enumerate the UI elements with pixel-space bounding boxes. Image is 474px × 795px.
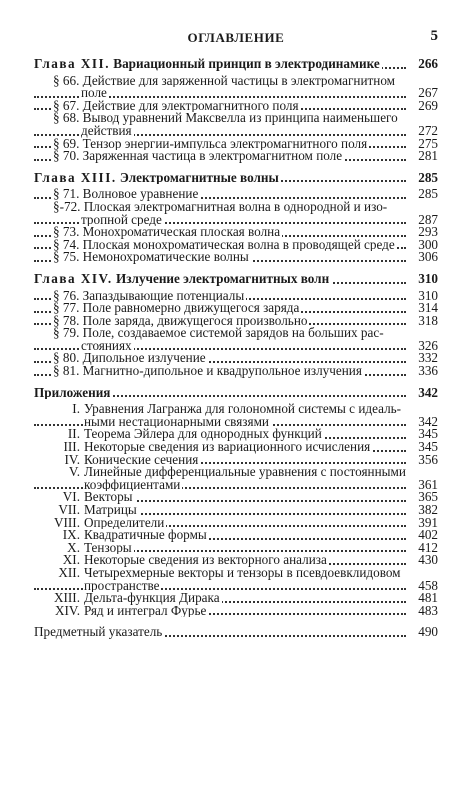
section-number: § 68. [53,112,80,125]
chapter-number: Глава XII. [34,58,110,71]
section-title: Действие для заряженной частицы в электромагнитном [82,74,396,88]
appendix-item-title: Квадратичные формы [84,529,207,542]
section-title: Поле равномерно движущегося заряда [82,302,300,315]
section-entry [34,112,438,125]
appendix-entry [34,441,438,454]
appendix-entry-text [34,403,403,416]
page-ref: 266 [407,58,438,71]
appendix-item-title: Дельта-функция Дирака [84,592,220,605]
appendix-entry-text [34,542,134,555]
appendix-number: VII. [58,504,80,517]
appendix-entry [34,517,438,530]
section-number: § 77. [53,302,80,315]
section-entry-text [53,112,400,125]
page-ref: 345 [407,428,438,441]
appendix-entry [34,554,438,567]
section-entry-text [53,352,208,365]
section-entry [34,188,438,201]
appendix-item-title: Определители [84,516,165,530]
appendix-item-title: Тензоры [84,541,132,555]
appendix-entry [34,454,438,467]
appendix-item-title: коэффициентами [84,478,181,492]
appendix-number: IX. [62,529,80,542]
appendix-entry [34,479,438,492]
page-ref: 490 [407,626,438,639]
section-entry [34,201,438,214]
section-entry-text [81,214,164,227]
page-ref: 287 [407,214,438,227]
section-number: § 74. [53,238,80,252]
section-entry-text [53,188,200,201]
appendix-entry-text [34,529,209,542]
section-title: Магнитно-дипольное и квадрупольное излучения [82,365,362,378]
page-ref: 285 [407,188,438,201]
appendix-entry-text [34,466,408,479]
section-title: Плоская электромагнитная волна в однородной и изо- [83,200,388,214]
appendix-heading-text [34,387,112,400]
section-entry [34,251,438,264]
section-entry-text [53,365,364,378]
section-entry [34,302,438,315]
section-title: Монохроматическая плоская волна [82,226,281,239]
appendix-item-title: пространстве [84,579,160,593]
chapter-heading-text [34,273,331,286]
section-title: Поле, создаваемое системой зарядов на больших рас- [82,327,384,340]
section-entry-text [53,239,397,252]
page-ref: 332 [407,352,438,365]
page-ref: 300 [407,239,438,252]
appendix-number: VIII. [54,516,80,530]
chapter-title: Вариационный принцип в электродинамике [113,58,380,71]
section-title: Тензор энергии-импульса электромагнитного поля [82,137,368,151]
appendix-item-title: Некоторые сведения из векторного анализа [84,554,327,567]
page-ref: 306 [407,251,438,264]
appendix-entry [34,428,438,441]
index-entry-text [34,626,164,639]
appendix-entry-text [34,605,208,618]
chapter-heading-text [34,58,382,71]
section-entry-text [53,302,301,315]
appendix-entry-text [34,592,222,605]
appendix-entry [34,605,438,618]
section-title: поле [81,87,107,100]
section-title: стояниях [81,339,132,353]
section-entry [34,87,438,100]
page-ref: 326 [407,340,438,353]
spacer [34,378,438,387]
section-entry [34,75,438,88]
section-entry-text [53,150,344,163]
page-ref: 314 [407,302,438,315]
appendix-number: III. [63,441,80,454]
section-entry-text [53,290,246,303]
page-ref: 275 [407,138,438,151]
page-ref: 391 [407,517,438,530]
appendix-entry-text [84,479,182,492]
page-ref: 342 [407,416,438,429]
appendix-item-title: Уравнения Лагранжа для голономной системы с идеаль- [84,403,402,416]
page-ref: 293 [407,226,438,239]
chapter-heading [34,172,438,185]
appendix-entry-text [34,491,135,504]
page-ref: 402 [407,529,438,542]
section-entry [34,100,438,113]
appendix-entry-text [34,428,324,441]
chapter-heading [34,273,438,286]
section-title: Заряженная частица в электромагнитном поле [82,150,343,163]
page-ref: 269 [407,100,438,113]
section-entry [34,150,438,163]
appendix-entry [34,403,438,416]
section-number: § 81. [53,365,80,378]
section-entry [34,315,438,328]
appendix-entry [34,491,438,504]
appendix-item-title: ными нестационарными связями [84,415,269,429]
appendix-entry [34,592,438,605]
section-entry [34,226,438,239]
section-title: Поле заряда, движущегося произвольно [82,314,308,328]
chapter-number: Глава XIV. [34,272,113,286]
page-ref: 342 [407,387,438,400]
chapter-heading [34,58,438,71]
page-ref: 365 [407,491,438,504]
section-number: § 66. [53,74,80,88]
page-ref: 345 [407,441,438,454]
appendix-heading [34,387,438,400]
appendix-title: Приложения [34,386,111,400]
table-of-contents [34,58,438,639]
index-title: Предметный указатель [34,626,163,639]
section-number: §-72. [53,200,81,214]
section-number: § 71. [53,188,80,201]
section-entry [34,239,438,252]
appendix-entry-text [34,454,200,467]
page-ref: 267 [407,87,438,100]
appendix-entry [34,466,438,479]
section-entry-text [53,100,301,113]
appendix-item-title: Векторы [84,491,133,504]
appendix-number: X. [67,541,80,555]
section-entry [34,340,438,353]
section-title: Вывод уравнений Максвелла из принципа наименьшего [82,112,398,125]
appendix-number: I. [72,403,80,416]
appendix-entry [34,580,438,593]
section-entry [34,365,438,378]
page-ref: 382 [407,504,438,517]
section-number: § 78. [53,314,80,328]
appendix-entry-text [34,554,329,567]
section-entry-text [81,125,134,138]
appendix-item-title: Линейные дифференциальные уравнения с постоянными [84,466,406,479]
section-number: § 70. [53,150,80,163]
appendix-number: XI. [62,554,80,567]
appendix-number: XIII. [54,592,80,605]
appendix-entry-text [34,517,166,530]
page-ref: 412 [407,542,438,555]
section-entry-text [53,251,251,264]
spacer [34,617,438,626]
page-number: 5 [430,28,438,44]
section-entry [34,125,438,138]
page-ref: 361 [407,479,438,492]
section-number: § 76. [53,289,80,303]
section-number: § 67. [53,99,80,113]
page-ref: 458 [407,580,438,593]
appendix-entry [34,416,438,429]
section-entry-text [81,87,109,100]
section-entry [34,327,438,340]
index-entry [34,626,438,639]
section-entry-text [53,315,309,328]
page-ref: 430 [407,554,438,567]
appendix-entry-text [84,580,161,593]
appendix-number: XIV. [54,604,80,618]
section-number: § 73. [53,226,80,239]
section-entry [34,138,438,151]
section-title: Плоская монохроматическая волна в проводящей среде [82,238,395,252]
section-title: Немонохроматические волны [82,251,249,264]
chapter-heading-text [34,172,281,185]
section-entry-text [53,226,282,239]
page-header [34,30,438,52]
section-entry-text [81,340,134,353]
appendix-item-title: Матрицы [84,504,137,517]
section-title: действия [81,124,132,138]
appendix-entry-text [34,441,372,454]
page-ref: 281 [407,150,438,163]
page-ref: 318 [407,315,438,328]
chapter-title: Электромагнитные волны [119,171,279,185]
section-entry-text [53,75,397,88]
page-ref: 310 [407,290,438,303]
appendix-item-title: Четырехмерные векторы и тензоры в псевдоевклидовом [84,566,401,580]
chapter-number: Глава XIII. [34,171,117,185]
page-ref: 356 [407,454,438,467]
appendix-entry-text [84,416,271,429]
appendix-item-title: Теорема Эйлера для однородных функций [84,428,322,442]
section-entry-text [53,201,389,214]
page-ref: 310 [407,273,438,286]
appendix-entry [34,567,438,580]
page-ref: 336 [407,365,438,378]
section-title: Действие для электромагнитного поля [82,99,299,113]
section-title: Волновое уравнение [82,188,199,201]
appendix-entry [34,504,438,517]
appendix-item-title: Некоторые сведения из вариационного исчисления [84,441,371,454]
appendix-number: VI. [62,491,80,504]
section-entry [34,290,438,303]
appendix-number: XII. [58,566,80,580]
section-entry [34,214,438,227]
appendix-number: IV. [64,453,80,467]
section-number: § 80. [53,352,80,366]
section-title: тропной среде [81,213,162,227]
appendix-entry-text [34,567,403,580]
appendix-number: V. [68,466,80,479]
appendix-entry [34,529,438,542]
section-entry-text [53,138,369,151]
appendix-entry [34,542,438,555]
section-entry-text [53,327,386,340]
page-ref: 272 [407,125,438,138]
appendix-item-title: Ряд и интеграл Фурье [84,604,207,618]
appendix-item-title: Конические сечения [84,453,199,467]
section-number: § 69. [53,137,80,151]
page-title: ОГЛАВЛЕНИЕ [187,30,285,45]
page-ref: 481 [407,592,438,605]
spacer [34,264,438,273]
section-title: Запаздывающие потенциалы [82,289,245,303]
appendix-entry-text [34,504,139,517]
page-ref: 285 [407,172,438,185]
section-number: § 79. [53,327,80,340]
section-number: § 75. [53,251,80,264]
spacer [34,163,438,172]
page-ref: 483 [407,605,438,618]
section-title: Дипольное излучение [82,352,206,366]
appendix-number: II. [67,428,80,442]
section-entry [34,352,438,365]
chapter-title: Излучение электромагнитных волн [115,272,330,286]
